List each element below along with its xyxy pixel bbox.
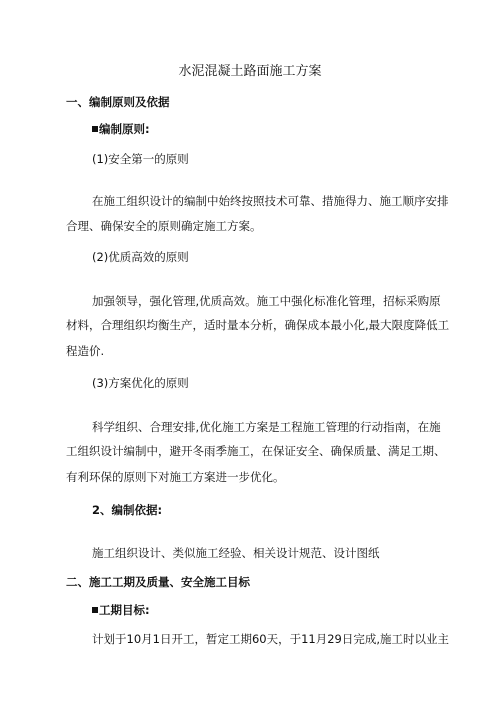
basis-text: 施工组织设计、类似施工经验、相关设计规范、设计图纸 — [92, 546, 380, 560]
principle-2-line-2: 材料，合理组织均衡生产，适时量本分析，确保成本最小化,最大限度降低工 — [66, 318, 450, 332]
principle-2-title: (2)优质高效的原则 — [92, 250, 189, 264]
section-2-heading: 二、施工工期及质量、安全施工目标 — [66, 575, 250, 589]
square-bullet-icon — [92, 126, 98, 132]
principle-1-line-1: 在施工组织设计的编制中始终按照技术可靠、措施得力、施工顺序安排 — [92, 194, 449, 208]
principle-3-title: (3)方案优化的原则 — [92, 376, 189, 390]
square-bullet-icon — [92, 607, 98, 613]
principle-2-line-1: 加强领导，强化管理,优质高效。施工中强化标准化管理，招标采购原 — [92, 294, 441, 308]
principle-3-line-3: 有利环保的原则下对施工方案进一步优化。 — [66, 470, 285, 484]
section-1-heading: 一、编制原则及依据 — [66, 95, 170, 109]
principle-3-line-2: 工组织设计编制中，避开冬雨季施工，在保证安全、确保质量、满足工期、 — [66, 444, 446, 458]
principle-1-line-2: 合理、确保安全的原则确定施工方案。 — [66, 219, 262, 233]
principle-3-line-1: 科学组织、合理安排,优化施工方案是工程施工管理的行动指南，在施 — [92, 420, 441, 434]
schedule-text: 计划于10月1日开工，暂定工期60天，于11月29日完成,施工时以业主 — [92, 632, 450, 646]
section-2-sub-schedule-label: 工期目标: — [99, 603, 150, 617]
section-1-sub-basis: 2、编制依据: — [92, 503, 163, 517]
section-1-sub-principles-label: 编制原则: — [99, 122, 150, 136]
section-1-sub-principles — [92, 121, 150, 137]
document-title: 水泥混凝土路面施工方案 — [178, 64, 322, 79]
section-2-sub-schedule — [92, 602, 150, 618]
principle-2-line-3: 程造价. — [66, 344, 105, 358]
principle-1-title: (1)安全第一的原则 — [92, 152, 189, 166]
